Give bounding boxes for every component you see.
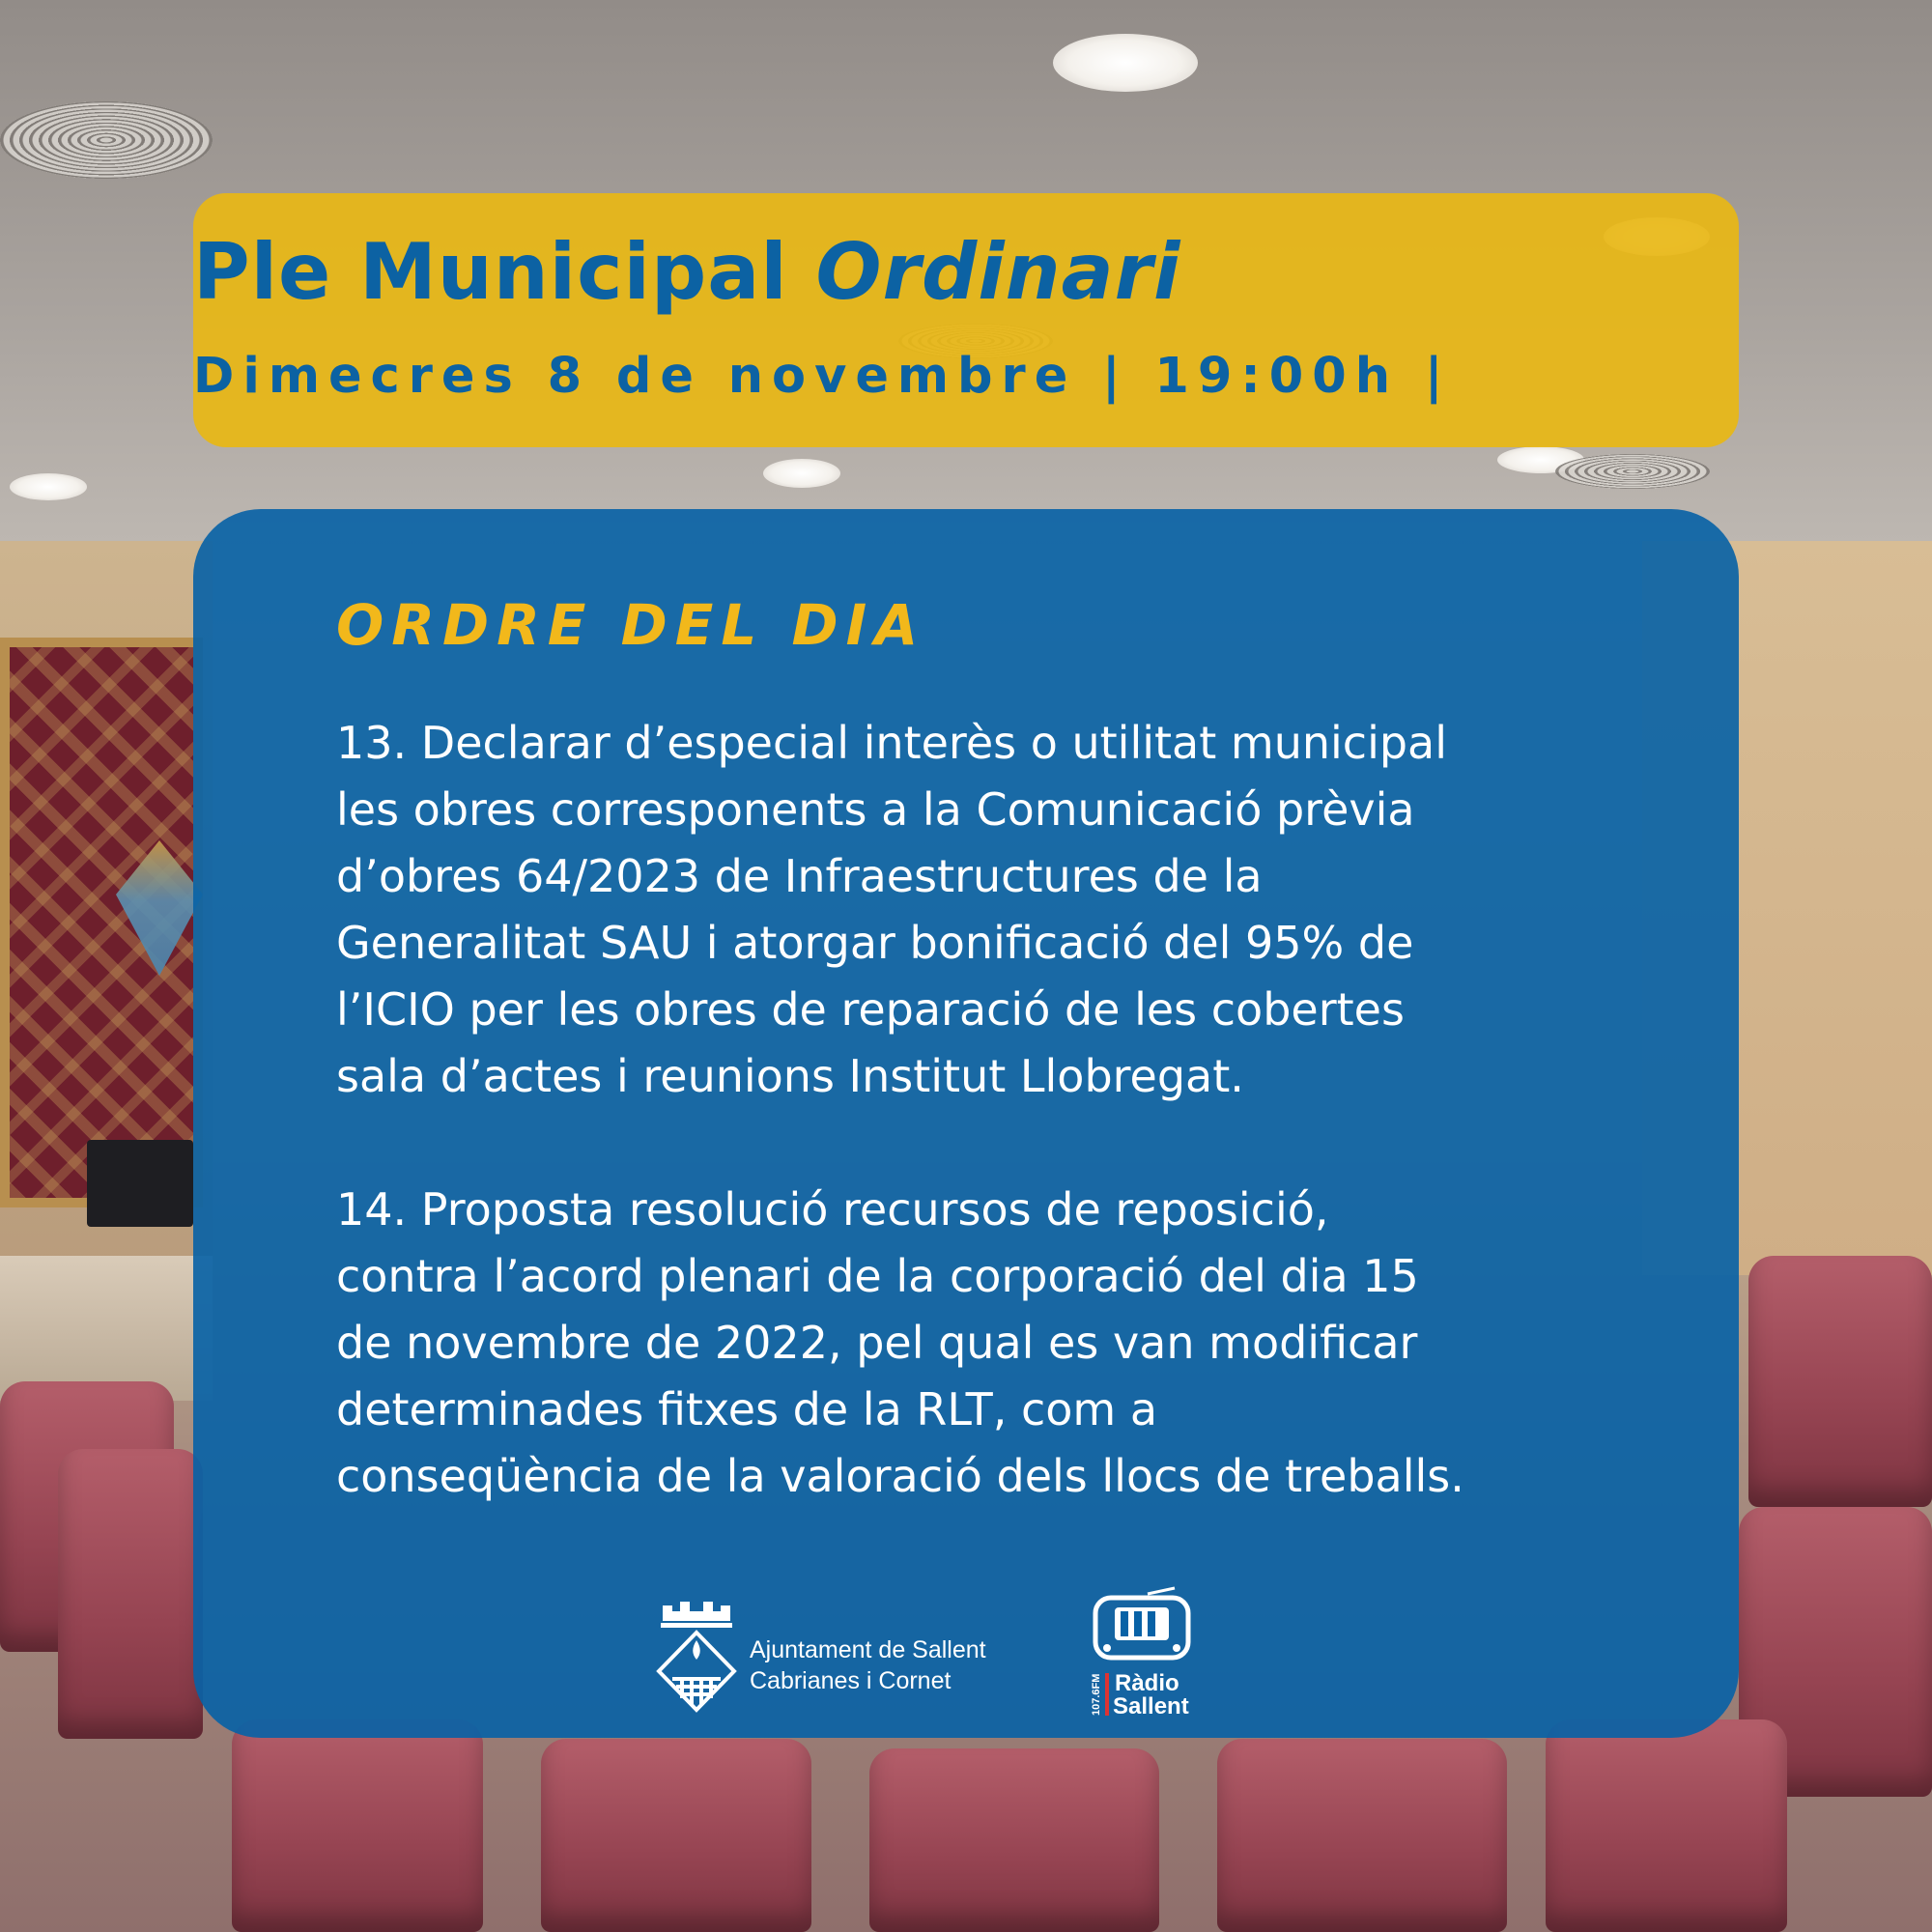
ajuntament-logo <box>653 1592 740 1713</box>
ceiling-light <box>763 459 840 488</box>
agenda-item-13: 13. Declarar d’especial interès o utilitat municipal les obres corresponents a la Comunicació prèvia d’obres 64/2023 de Infraestructures de la Generalitat SAU i atorgar bonificació del 95% de l’ICIO per les obres de reparació de les cobertes sala d’actes i reunions Institut Llobregat. <box>336 717 1448 1102</box>
date-time-line: Dimecres 8 de novembre | 19:00h | <box>193 348 1452 405</box>
title-regular: Ple Municipal <box>193 227 788 317</box>
radio-frequency: 107.6FM <box>1091 1673 1102 1716</box>
ajuntament-name <box>750 1634 1039 1696</box>
seat <box>1546 1719 1787 1932</box>
agenda-heading: ORDRE DEL DIA <box>336 592 926 658</box>
ceiling-vent <box>0 101 213 179</box>
page-title <box>193 224 1739 321</box>
ceiling-vent <box>1555 454 1710 489</box>
radio-name-line-1: Ràdio <box>1115 1670 1179 1696</box>
seat <box>869 1748 1159 1932</box>
ajuntament-line-2: Cabrianes i Cornet <box>750 1667 952 1694</box>
seat <box>541 1739 811 1932</box>
seat <box>1748 1256 1932 1507</box>
monitor <box>87 1140 193 1227</box>
ajuntament-line-1: Ajuntament de Sallent <box>750 1636 986 1663</box>
seat <box>1217 1739 1507 1932</box>
seat <box>58 1449 203 1739</box>
agenda-panel <box>193 509 1739 1738</box>
ceiling-light <box>1053 34 1198 92</box>
ceiling-light <box>10 473 87 500</box>
title-italic: Ordinari <box>815 227 1181 317</box>
agenda-item-14: 14. Proposta resolució recursos de reposició, contra l’acord plenari de la corporació del dia 15 de novembre de 2022, pel qual es van modificar determinades fitxes de la RLT, com a conseqüència de la valoració dels llocs de treballs. <box>336 1183 1464 1502</box>
desk <box>0 1256 213 1401</box>
radio-name-line-2: Sallent <box>1113 1693 1189 1719</box>
seat <box>232 1719 483 1932</box>
radio-sallent-logo <box>1090 1586 1196 1721</box>
